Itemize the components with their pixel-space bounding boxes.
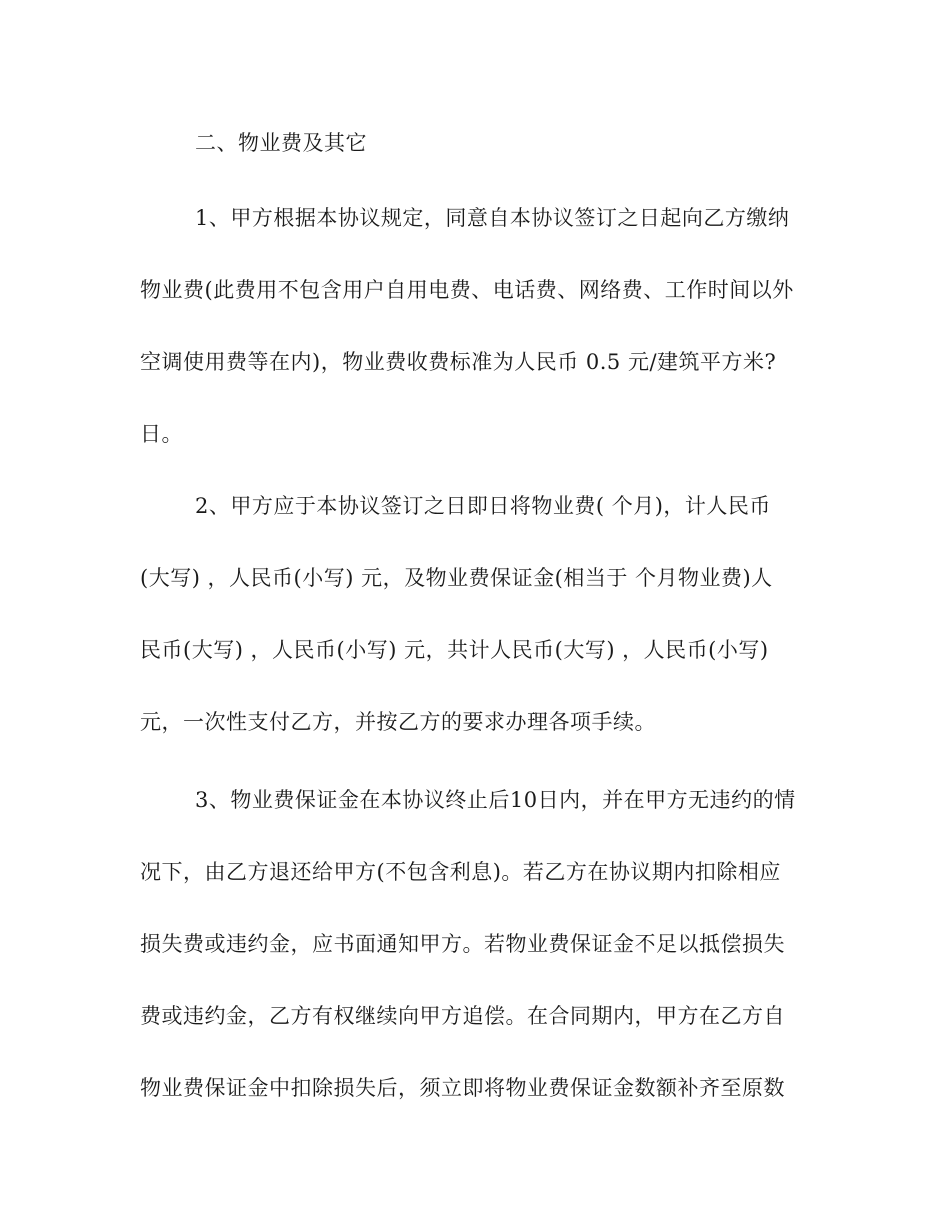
- paragraph-line: 2、甲方应于本协议签订之日即日将物业费( 个月)，计人民币: [195, 494, 771, 518]
- paragraph-line: 物业费保证金中扣除损失后，须立即将物业费保证金数额补齐至原数: [140, 1076, 785, 1100]
- paragraph-line: (大写) ，人民币(小写) 元，及物业费保证金(相当于 个月物业费)人: [140, 566, 773, 590]
- paragraph-line: 费或违约金，乙方有权继续向甲方追偿。在合同期内，甲方在乙方自: [140, 1004, 785, 1028]
- paragraph-line: 3、物业费保证金在本协议终止后10日内，并在甲方无违约的情: [195, 788, 796, 812]
- section-heading: 二、物业费及其它: [195, 131, 367, 155]
- paragraph-line: 物业费(此费用不包含用户自用电费、电话费、网络费、工作时间以外: [140, 278, 794, 302]
- paragraph-line: 1、甲方根据本协议规定，同意自本协议签订之日起向乙方缴纳: [195, 206, 790, 230]
- paragraph-line: 元，一次性支付乙方，并按乙方的要求办理各项手续。: [140, 710, 656, 734]
- paragraph-line: 日。: [140, 422, 183, 446]
- paragraph-line: 民币(大写) ，人民币(小写) 元，共计人民币(大写) ，人民币(小写): [140, 638, 769, 662]
- paragraph-line: 况下，由乙方退还给甲方(不包含利息)。若乙方在协议期内扣除相应: [140, 860, 781, 884]
- paragraph-line: 空调使用费等在内)，物业费收费标准为人民币 0.5 元/建筑平方米?: [140, 350, 777, 374]
- paragraph-line: 损失费或违约金，应书面通知甲方。若物业费保证金不足以抵偿损失: [140, 932, 785, 956]
